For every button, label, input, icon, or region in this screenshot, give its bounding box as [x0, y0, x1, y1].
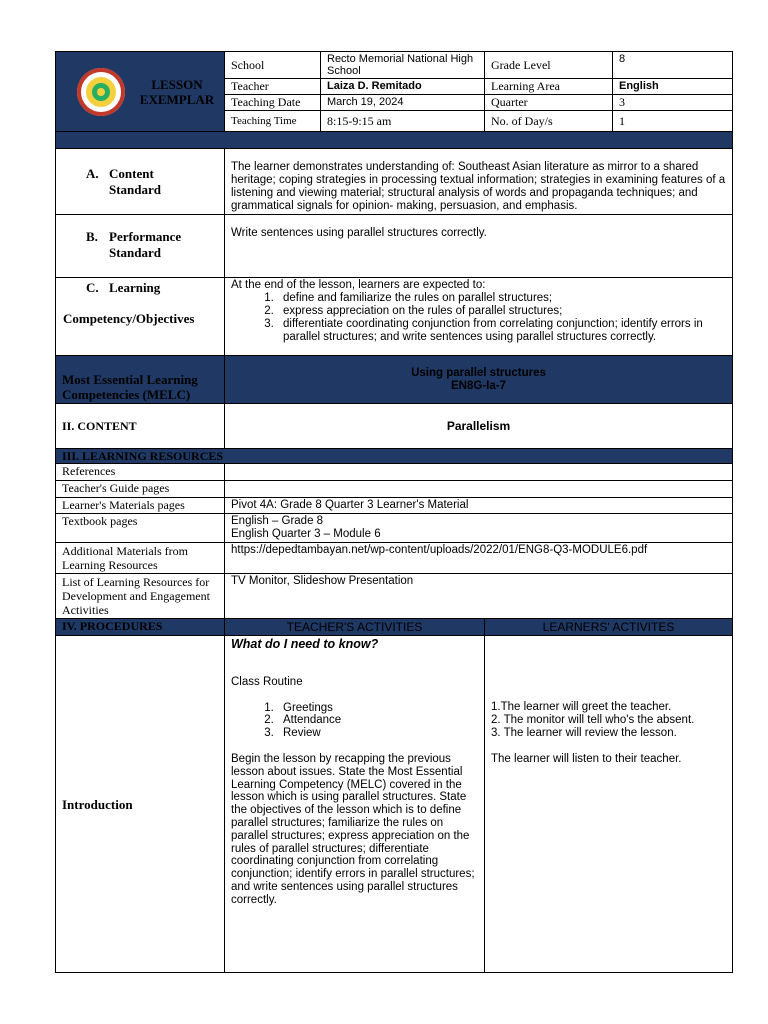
teacher-activities-heading: TEACHER'S ACTIVITIES — [225, 619, 485, 636]
header-band — [56, 132, 733, 149]
learning-competency-text — [225, 278, 733, 356]
learners-materials-label: Learner's Materials pages — [56, 498, 225, 514]
teaching-date-label: Teaching Date — [225, 95, 321, 111]
learning-competency-label: C. Learning Competency/Objectives — [56, 278, 225, 356]
introduction-label: Introduction — [56, 636, 225, 973]
teaching-date-value: March 19, 2024 — [321, 95, 485, 111]
quarter-label: Quarter — [485, 95, 613, 111]
additional-materials-label: Additional Materials from Learning Resources — [56, 543, 225, 574]
routine-list — [231, 702, 478, 740]
objective-item: 3. differentiate coordinating conjunction from correlating conjunction; identify errors in parallel structures; and write sentences using parallel structures correctly. — [277, 318, 726, 344]
days-label: No. of Day/s — [485, 111, 613, 132]
content-value: Parallelism — [225, 404, 733, 449]
learning-area-value: English — [613, 79, 733, 95]
lesson-table — [55, 131, 733, 973]
teacher-value: Laiza D. Remitado — [321, 79, 485, 95]
know-title: What do I need to know? — [231, 637, 379, 651]
learning-area-label: Learning Area — [485, 79, 613, 95]
school-seal-logo — [76, 67, 126, 117]
additional-materials-link[interactable]: https://depedtambayan.net/wp-content/uploads/2022/01/ENG8-Q3-MODULE6.pdf — [225, 543, 733, 574]
resources-list-value: TV Monitor, Slideshow Presentation — [225, 574, 733, 619]
routine-item: 1. Greetings — [277, 702, 478, 715]
objective-item: 2. express appreciation on the rules of parallel structures; — [277, 305, 726, 318]
procedures-heading: IV. PROCEDURES — [56, 619, 225, 636]
melc-label: Most Essential Learning Competencies (MELC) — [56, 356, 225, 404]
textbook-line: English – Grade 8 — [231, 515, 324, 527]
melc-value — [225, 356, 733, 404]
content-standard-text: The learner demonstrates understanding of: Southeast Asian literature as mirror to a shared heritage; coping strategies in processing textual information; strategies in examining features of a listening and viewing material; structural analysis of words and propaganda techniques; and grammatical signals for opinion- making, persuasion, and emphasis. — [225, 149, 733, 215]
textbook-value — [225, 514, 733, 543]
learner-activities-cell — [485, 636, 733, 973]
routine-item: 3. Review — [277, 727, 478, 740]
teaching-time-label: Teaching Time — [225, 111, 321, 132]
grade-level-value: 8 — [613, 52, 733, 79]
teacher-activities-cell — [225, 636, 485, 973]
routine-item: 2. Attendance — [277, 714, 478, 727]
teachers-guide-value — [225, 481, 733, 498]
quarter-value: 3 — [613, 95, 733, 111]
content-standard-label: A. Content Standard — [56, 149, 225, 215]
objective-item: 1. define and familiarize the rules on parallel structures; — [277, 292, 726, 305]
performance-standard-label: B. Performance Standard — [56, 215, 225, 278]
references-value — [225, 464, 733, 481]
lesson-exemplar-title: LESSON EXEMPLAR — [139, 76, 215, 107]
teacher-label: Teacher — [225, 79, 321, 95]
teaching-time-value: 8:15-9:15 am — [321, 111, 485, 132]
resources-list-label: List of Learning Resources for Development and Engagement Activities — [56, 574, 225, 619]
objectives-intro: At the end of the lesson, learners are expected to: — [231, 279, 486, 291]
learner-line: 1.The learner will greet the teacher. — [491, 701, 672, 713]
objectives-list — [231, 292, 726, 344]
learner-listen: The learner will listen to their teacher. — [491, 753, 682, 765]
melc-title: Using parallel structures — [411, 366, 546, 379]
learner-line: 2. The monitor will tell who's the absent. — [491, 714, 695, 726]
performance-standard-text: Write sentences using parallel structures correctly. — [225, 215, 733, 278]
class-routine-title: Class Routine — [231, 675, 303, 688]
learning-resources-heading: III. LEARNING RESOURCES — [56, 449, 733, 464]
learners-materials-value: Pivot 4A: Grade 8 Quarter 3 Learner's Material — [225, 498, 733, 514]
header-logo-cell — [56, 52, 225, 132]
grade-level-label: Grade Level — [485, 52, 613, 79]
teachers-guide-label: Teacher's Guide pages — [56, 481, 225, 498]
header-table — [55, 51, 733, 132]
references-label: References — [56, 464, 225, 481]
learner-line: 3. The learner will review the lesson. — [491, 727, 677, 739]
textbook-label: Textbook pages — [56, 514, 225, 543]
teacher-instructions: Begin the lesson by recapping the previous lesson about issues. State the Most Essential Learning Competency (MELC) covered in the lesson which is using parallel structures. State the objectives of the lesson which is to define parallel structures; familiarize the rules on parallel structures; express appreciation on the rules of parallel structures; differentiate coordinating conjunction from correlating conjunction; identify errors in parallel structures; and write sentences using parallel structures correctly. — [231, 752, 475, 906]
content-label: II. CONTENT — [56, 404, 225, 449]
melc-code: EN8G-Ia-7 — [451, 379, 506, 392]
school-value: Recto Memorial National High School — [321, 52, 485, 79]
school-label: School — [225, 52, 321, 79]
textbook-line: English Quarter 3 – Module 6 — [231, 528, 381, 540]
days-value: 1 — [613, 111, 733, 132]
learner-activities-heading: LEARNERS' ACTIVITES — [485, 619, 733, 636]
